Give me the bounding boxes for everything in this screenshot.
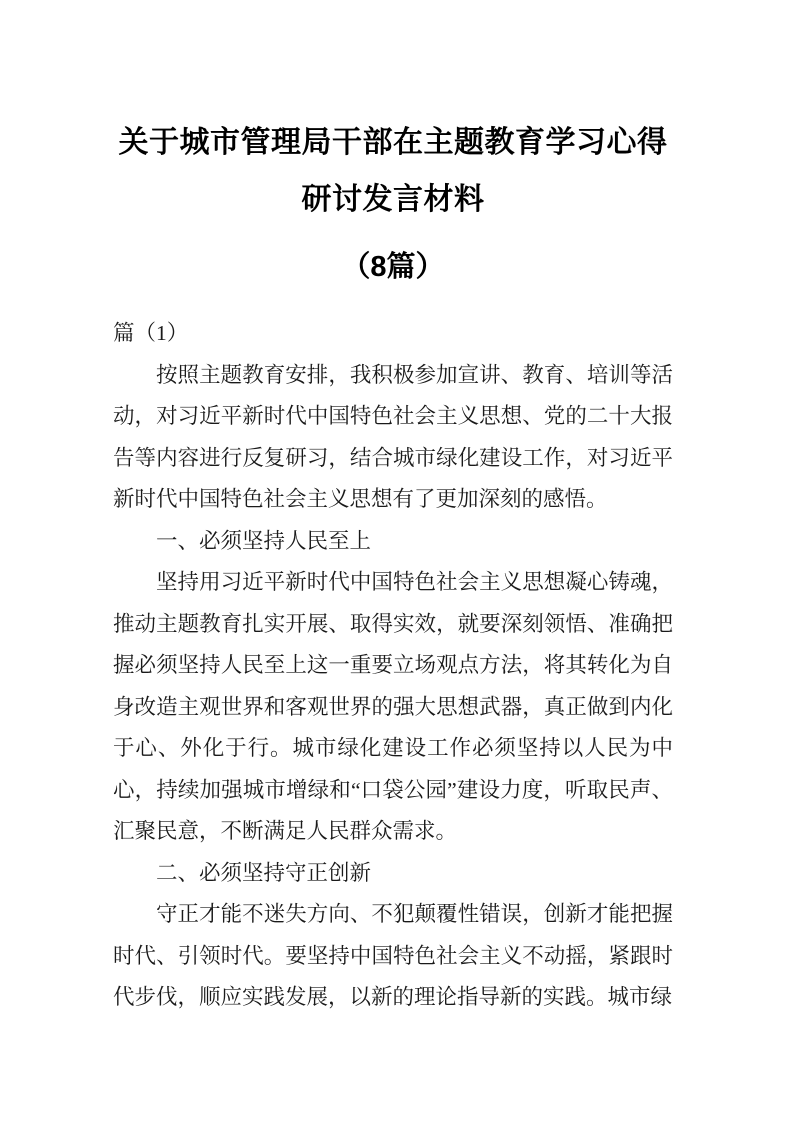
document-body — [113, 355, 673, 1019]
document-title-line-1: 关于城市管理局干部在主题教育学习心得 — [118, 126, 668, 159]
paragraph-intro: 按照主题教育安排，我积极参加宣讲、教育、培训等活动，对习近平新时代中国特色社会主义思想、党的二十大报告等内容进行反复研习，结合城市绿化建设工作，对习近平新时代中国特色社会主义思想有了更加深刻的感悟。 — [113, 362, 673, 511]
section-heading-2: 二、必须坚持守正创新 — [156, 860, 372, 885]
piece-number-label: 篇（1） — [113, 321, 189, 345]
paragraph-section-2-truncated: 守正才能不迷失方向、不犯颠覆性错误，创新才能把握时代、引领时代。要坚持中国特色社会主义不动摇，紧跟时代步伐，顺应实践发展，以新的理论指导新的实践。城市绿 — [113, 902, 673, 1009]
paragraph-section-1: 坚持用习近平新时代中国特色社会主义思想凝心铸魂，推动主题教育扎实开展、取得实效，就要深刻领悟、准确把握必须坚持人民至上这一重要立场观点方法，将其转化为自身改造主观世界和客观世界的强大思想武器，真正做到内化于心、外化于行。城市绿化建设工作必须坚持以人民为中心，持续加强城市增绿和“口袋公园”建设力度，听取民声、汇聚民意，不断满足人民群众需求。 — [113, 570, 673, 843]
document-title — [113, 114, 673, 228]
document-count-label: （8篇） — [341, 251, 445, 283]
section-heading-1: 一、必须坚持人民至上 — [156, 528, 372, 553]
document-title-line-2: 研讨发言材料 — [301, 183, 485, 216]
